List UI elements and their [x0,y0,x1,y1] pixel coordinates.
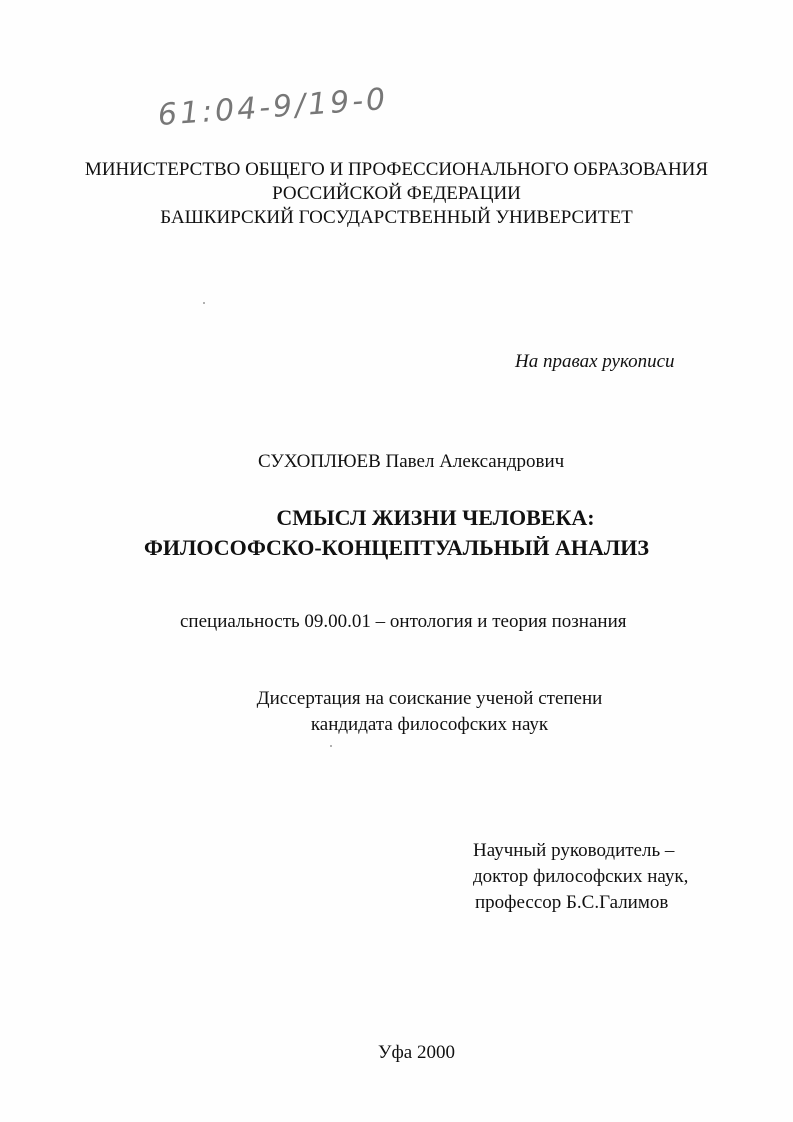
city-year: Уфа 2000 [378,1042,455,1063]
degree-statement [0,686,793,738]
ministry-line-1: МИНИСТЕРСТВО ОБЩЕГО И ПРОФЕССИОНАЛЬНОГО ОБРАЗОВАНИЯ [84,159,709,180]
supervisor-line-1: Научный руководитель – [473,840,675,861]
institution-header [0,158,793,230]
supervisor-block [473,838,688,916]
supervisor-line-3: профессор Б.С.Галимов [475,892,669,913]
title-line-2: ФИЛОСОФСКО-КОНЦЕПТУАЛЬНЫЙ АНАЛИЗ [144,535,649,560]
author-name: СУХОПЛЮЕВ Павел Александрович [258,451,565,472]
degree-line-1: Диссертация на соискание ученой степени [256,688,603,709]
degree-line-2: кандидата философских наук [310,714,549,735]
handwritten-catalog-code: 61:04-9/19-0 [156,81,390,133]
specialty: специальность 09.00.01 – онтология и теория познания [180,611,627,632]
university-name: БАШКИРСКИЙ ГОСУДАРСТВЕННЫЙ УНИВЕРСИТЕТ [160,207,633,228]
dissertation-title [0,503,793,563]
rights-note: На правах рукописи [515,351,675,372]
supervisor-line-2: доктор философских наук, [473,866,689,887]
title-line-1: СМЫСЛ ЖИЗНИ ЧЕЛОВЕКА: [276,505,595,530]
scan-speck [203,302,205,304]
scan-speck [330,745,332,747]
ministry-line-2: РОССИЙСКОЙ ФЕДЕРАЦИИ [272,183,521,204]
